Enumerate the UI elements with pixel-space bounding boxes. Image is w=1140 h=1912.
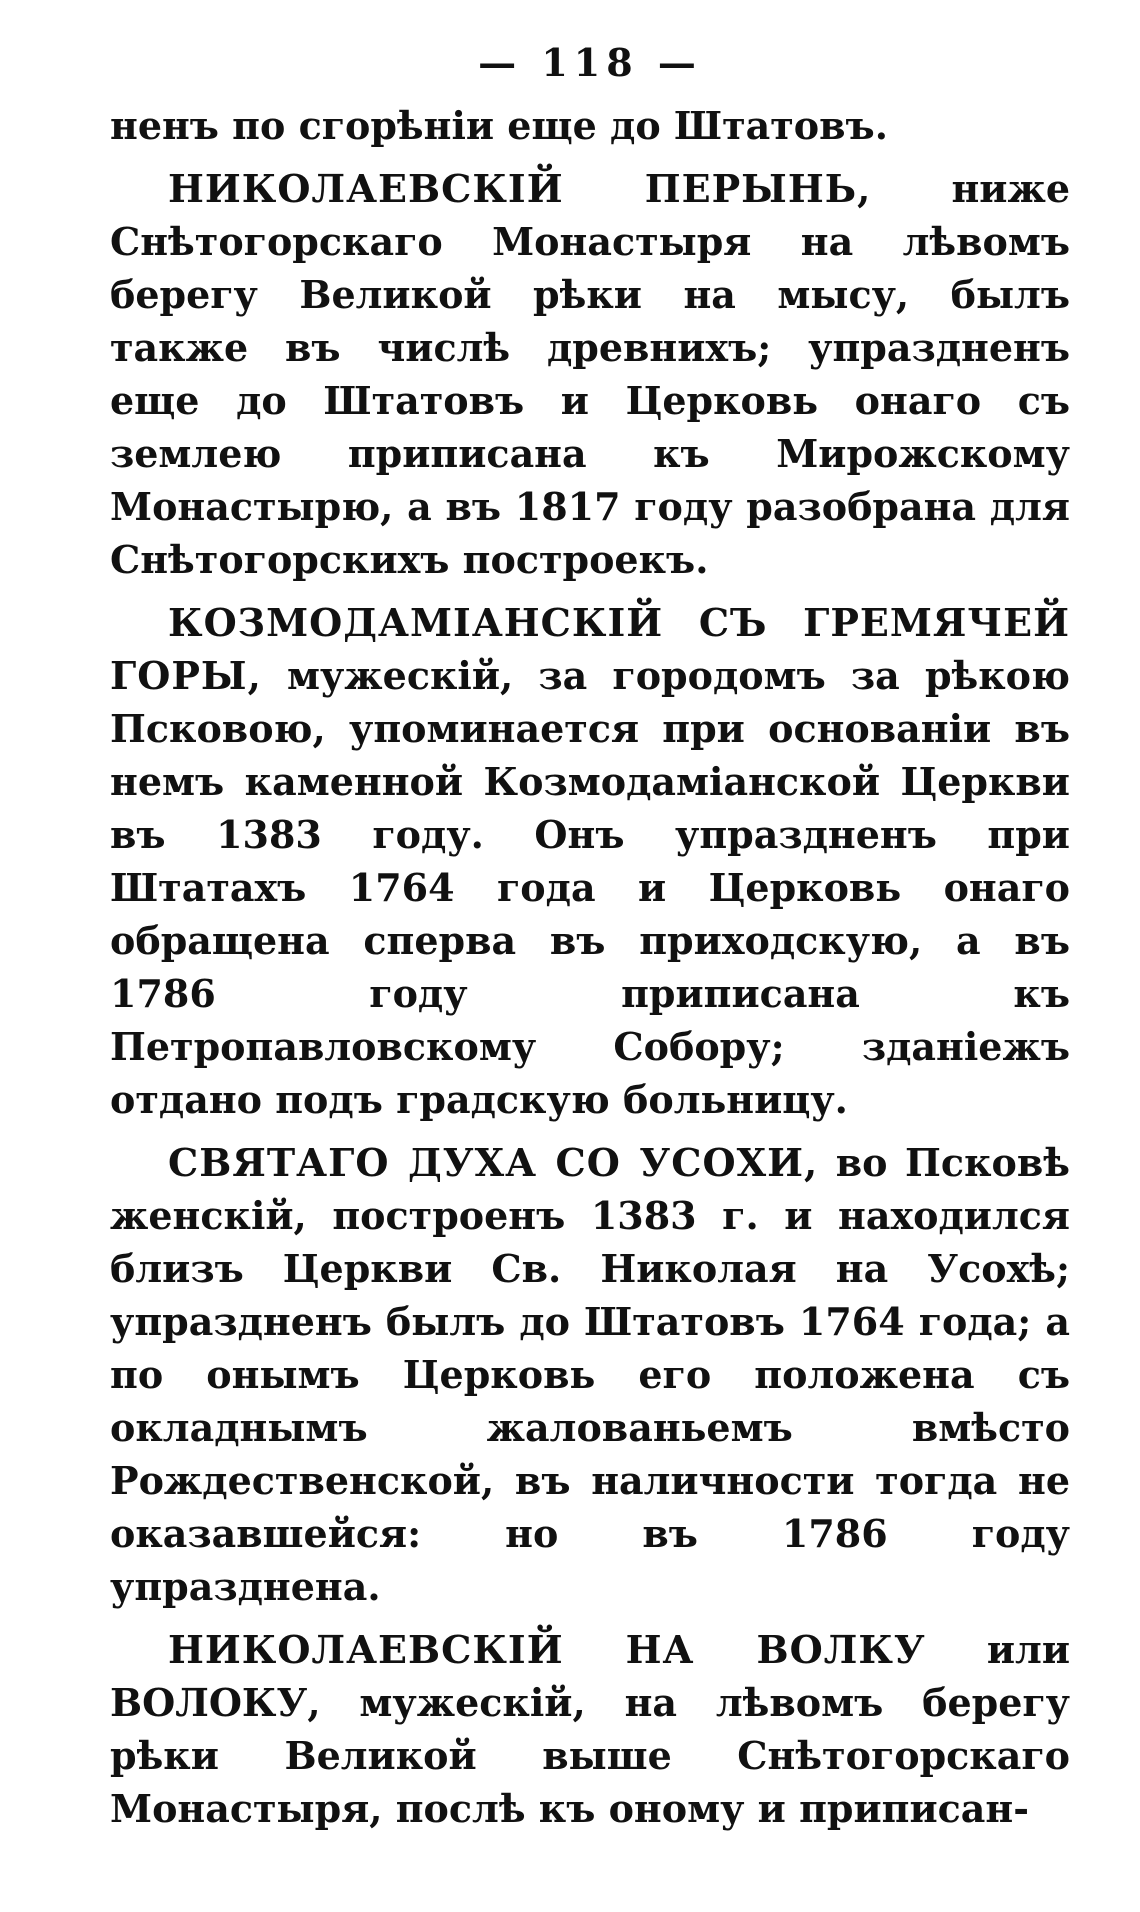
- entry-nikolaevsky-peryn: [110, 162, 1070, 586]
- page-number: — 118 —: [478, 40, 702, 85]
- paragraph-text: ненъ по сгорѣніи еще до Штатовъ.: [110, 103, 888, 148]
- entry-title: СВЯТАГО ДУХА СО УСОХИ,: [168, 1140, 819, 1185]
- entry-kozmodamiansky: [110, 596, 1070, 1126]
- book-page: [110, 40, 1070, 1880]
- entry-text: или ВОЛОКУ, мужескій, на лѣвомъ берегу рѣки Великой выше Снѣтогорскаго Монастыря, послѣ къ оному и приписан-: [110, 1627, 1071, 1831]
- entry-text: мужескій, за городомъ за рѣкою Псковою, упоминается при основаніи въ немъ каменной Козмодаміанской Церкви въ 1383 году. Онъ упраздненъ при Штатахъ 1764 года и Церковь онаго обращена сперва въ приходскую, а въ 1786 году приписана къ Петропавловскому Собору; зданіежъ отдано подъ градскую больницу.: [110, 653, 1070, 1122]
- entry-title: НИКОЛАЕВСКІЙ НА ВОЛКУ: [168, 1627, 926, 1672]
- entry-text: во Псковѣ женскій, построенъ 1383 г. и находился близъ Церкви Св. Николая на Усохѣ; упраздненъ былъ до Штатовъ 1764 года; а по онымъ Церковь его положена съ окладнымъ жалованьемъ вмѣсто Рождественской, въ наличности тогда не оказавшейся: но въ 1786 году упразднена.: [110, 1140, 1070, 1609]
- entry-title: КОЗМОДАМІАНСКІЙ СЪ ГРЕМЯЧЕЙ ГОРЫ,: [110, 600, 1070, 698]
- entry-title: НИКОЛАЕВСКІЙ ПЕРЫНЬ,: [168, 166, 872, 211]
- entry-nikolaevsky-na-volku: [110, 1623, 1070, 1835]
- entry-text: ниже Снѣтогорскаго Монастыря на лѣвомъ берегу Великой рѣки на мысу, былъ также въ числѣ древнихъ; упраздненъ еще до Штатовъ и Церковь онаго съ землею приписана къ Мирожскому Монастырю, а въ 1817 году разобрана для Снѣтогорскихъ построекъ.: [110, 166, 1070, 582]
- paragraph-continuation: [110, 99, 1070, 152]
- entry-svyatago-dukha: [110, 1136, 1070, 1613]
